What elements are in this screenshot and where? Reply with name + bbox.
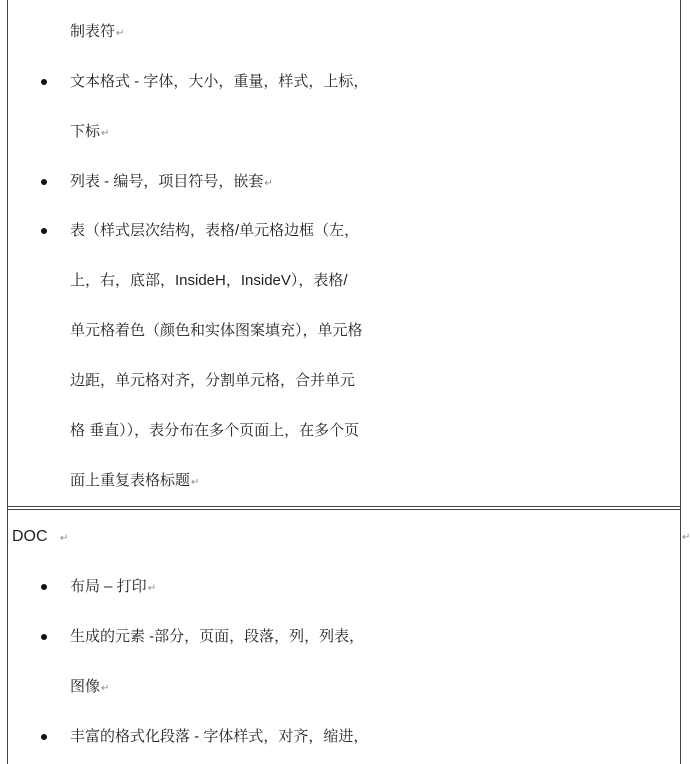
list-item-generated-elements <box>70 627 364 647</box>
paragraph-mark-icon: ↵ <box>264 178 273 189</box>
line-text: 丰富的格式化段落 - 字体样式，对齐，缩进， <box>70 728 369 745</box>
list-item-rich-paragraphs <box>70 727 368 747</box>
line-text: 面上重复表格标题 <box>70 472 191 489</box>
table-right-border <box>680 0 681 764</box>
table-left-border <box>7 0 8 764</box>
list-item-text-format <box>70 72 368 92</box>
line-text: 表（样式层次结构，表格/单元格边框（左， <box>70 222 360 239</box>
bullet-icon <box>41 79 47 85</box>
paragraph-mark-icon: ↵ <box>60 533 69 544</box>
bullet-icon <box>41 634 47 640</box>
line-text: 图像 <box>70 678 101 695</box>
text-line <box>70 22 124 44</box>
line-text: 单元格着色（颜色和实体图案填充），单元格 <box>70 322 363 339</box>
cell-heading <box>12 527 68 549</box>
heading-text: DOC <box>12 528 48 545</box>
bullet-icon <box>41 734 47 740</box>
text-line <box>70 371 355 391</box>
table-row-divider-bottom <box>7 509 681 510</box>
paragraph-mark-icon: ↵ <box>147 583 157 594</box>
bullet-icon <box>41 179 47 185</box>
line-text: 布局 – 打印 <box>70 578 147 595</box>
line-text: 下标 <box>70 123 101 140</box>
text-line <box>70 471 199 493</box>
line-text: 边距，单元格对齐，分割单元格，合并单元 <box>70 372 356 389</box>
text-line <box>70 271 348 291</box>
bullet-icon <box>41 228 47 234</box>
line-text: 格 垂直）），表分布在多个页面上，在多个页 <box>70 422 360 439</box>
line-text: 上，右，底部，InsideH，InsideV），表格/ <box>70 272 348 289</box>
line-text: 生成的元素 -部分，页面，段落，列，列表， <box>70 628 365 645</box>
text-line <box>70 122 109 144</box>
text-line <box>70 421 359 441</box>
text-line <box>70 677 109 699</box>
text-line <box>70 321 363 341</box>
paragraph-mark-icon: ↵ <box>101 683 110 694</box>
bullet-icon <box>41 584 47 590</box>
paragraph-mark-icon: ↵ <box>191 477 200 488</box>
paragraph-mark-icon: ↵ <box>101 128 110 139</box>
list-item-tables <box>70 221 359 241</box>
line-text: 文本格式 - 字体，大小，重量，样式，上标， <box>70 73 369 90</box>
line-text: 制表符 <box>70 23 116 40</box>
table-row-divider-top <box>7 506 681 507</box>
paragraph-mark-icon: ↵ <box>116 28 125 39</box>
line-text: 列表 - 编号，项目符号，嵌套 <box>70 173 264 190</box>
end-of-row-mark-icon: ↵ <box>682 532 690 543</box>
list-item-layout <box>70 577 156 599</box>
list-item-lists <box>70 172 273 194</box>
